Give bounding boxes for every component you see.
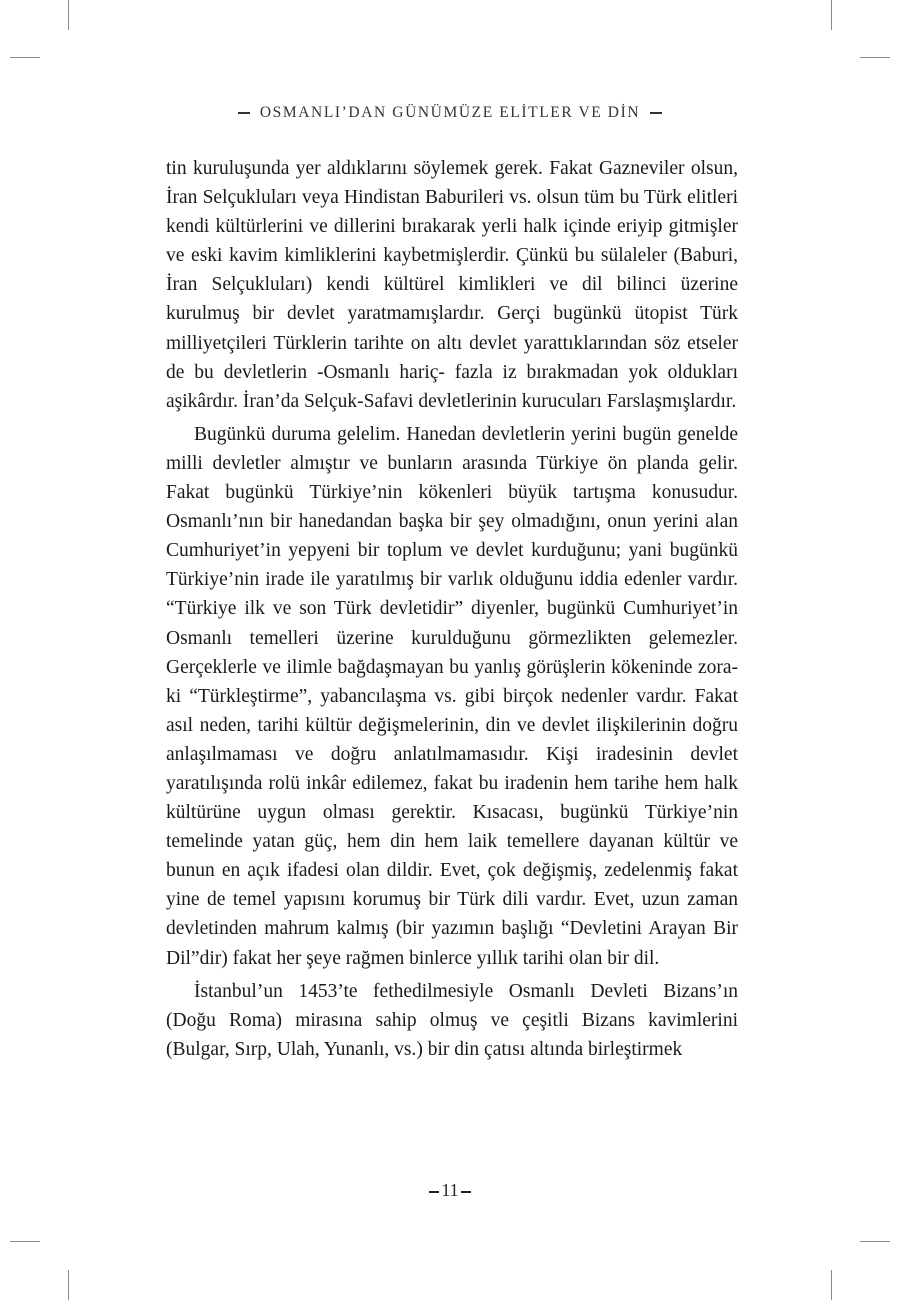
page-number-left-dash [429,1191,439,1193]
paragraph-continued: tin kuruluşunda yer aldıklarını söylemek gerek. Fakat Gazneviler olsun, İran Selçukluları veya Hindistan Baburileri vs. olsun tüm bu Türk elitleri kendi kültürlerini ve dillerini bırakarak yerli halk içinde eriyip gitmişler ve eski kavim kimliklerini kaybetmişlerdir. Çünkü bu sülaleler (Baburi, İran Selçukluları) kendi kültürel kimlikleri ve dil bilinci üzerine kurulmuş bir devlet yaratmamışlardır. Gerçi bugünkü ütopist Türk milliyetçileri Türklerin tarihte on altı devlet yarattıklarından söz etseler de bu devletlerin -Osmanlı hariç- fazla iz bırakmadan yok oldukları aşikârdır. İran’da Selçuk-Safavi devletlerinin kurucuları Farslaşmışlardır. [166,158,738,412]
running-head-right-dash [650,112,662,114]
page-number [0,1180,900,1201]
page-number-right-dash [461,1191,471,1193]
running-head [0,104,900,122]
crop-mark-left-top [10,57,40,58]
crop-mark-left-bottom [10,1241,40,1242]
body-text [166,154,738,1068]
crop-mark-bottom-right [831,1270,832,1300]
crop-mark-right-bottom [860,1241,890,1242]
crop-mark-top-left [68,0,69,30]
crop-mark-right-top [860,57,890,58]
running-head-left-dash [238,112,250,114]
paragraph: İstanbul’un 1453’te fethedilmesiyle Osmanlı Devleti Bizans’ın (Doğu Roma) mirasına sahip olmuş ve çeşitli Bizans kavimlerini (Bulgar, Sırp, Ulah, Yunanlı, vs.) bir din çatısı altında birleştirmek [166,980,738,1060]
running-head-title: OSMANLI’DAN GÜNÜMÜZE ELİTLER VE DİN [259,104,641,121]
paragraph: Bugünkü duruma gelelim. Hanedan devletlerin yerini bugün genelde milli devletler almıştır ve bunların arasında Türkiye ön planda gelir. Fakat bugünkü Türkiye’nin kökenleri büyük tartışma konusudur. Osmanlı’nın bir hanedandan başka bir şey olmadığını, onun yerini alan Cumhuriyet’in yepyeni bir toplum ve devlet kurduğunu; yani bugünkü Türkiye’nin irade ile yaratılmış bir varlık olduğunu iddia edenler vardır. “Türkiye ilk ve son Türk devletidir” diyenler, bugünkü Cumhuriyet’in Osmanlı temelleri üzerine kurulduğunu görmezlikten gelemezler. Gerçeklerle ve ilimle bağdaşmayan bu yanlış görüşlerin kökeninde zoraki “Türkleştirme”, yabancılaşma vs. gibi birçok nedenler vardır. Fakat asıl neden, tarihi kültür değişmelerinin, din ve devlet ilişkilerinin doğru anlaşılmaması ve doğru anlatılmamasıdır. Kişi iradesinin devlet yaratılışında rolü inkâr edilemez, fakat bu iradenin hem tarihe hem halk kültürüne uygun olması gerektir. Kısacası, bugünkü Türkiye’nin temelinde yatan güç, hem din hem laik temellere dayanan kültür ve bunun en açık ifadesi olan dildir. Evet, çok değişmiş, zedelenmiş fakat yine de temel yapısını korumuş bir Türk dili vardır. Evet, uzun zaman devletinden mahrum kalmış (bir yazımın başlığı “Devletini Arayan Bir Dil”dir) fakat her şeye rağmen binlerce yıllık tarihi olan bir dil. [166,423,738,969]
page-number-value: 11 [441,1180,459,1200]
crop-mark-bottom-left [68,1270,69,1300]
crop-mark-top-right [831,0,832,30]
